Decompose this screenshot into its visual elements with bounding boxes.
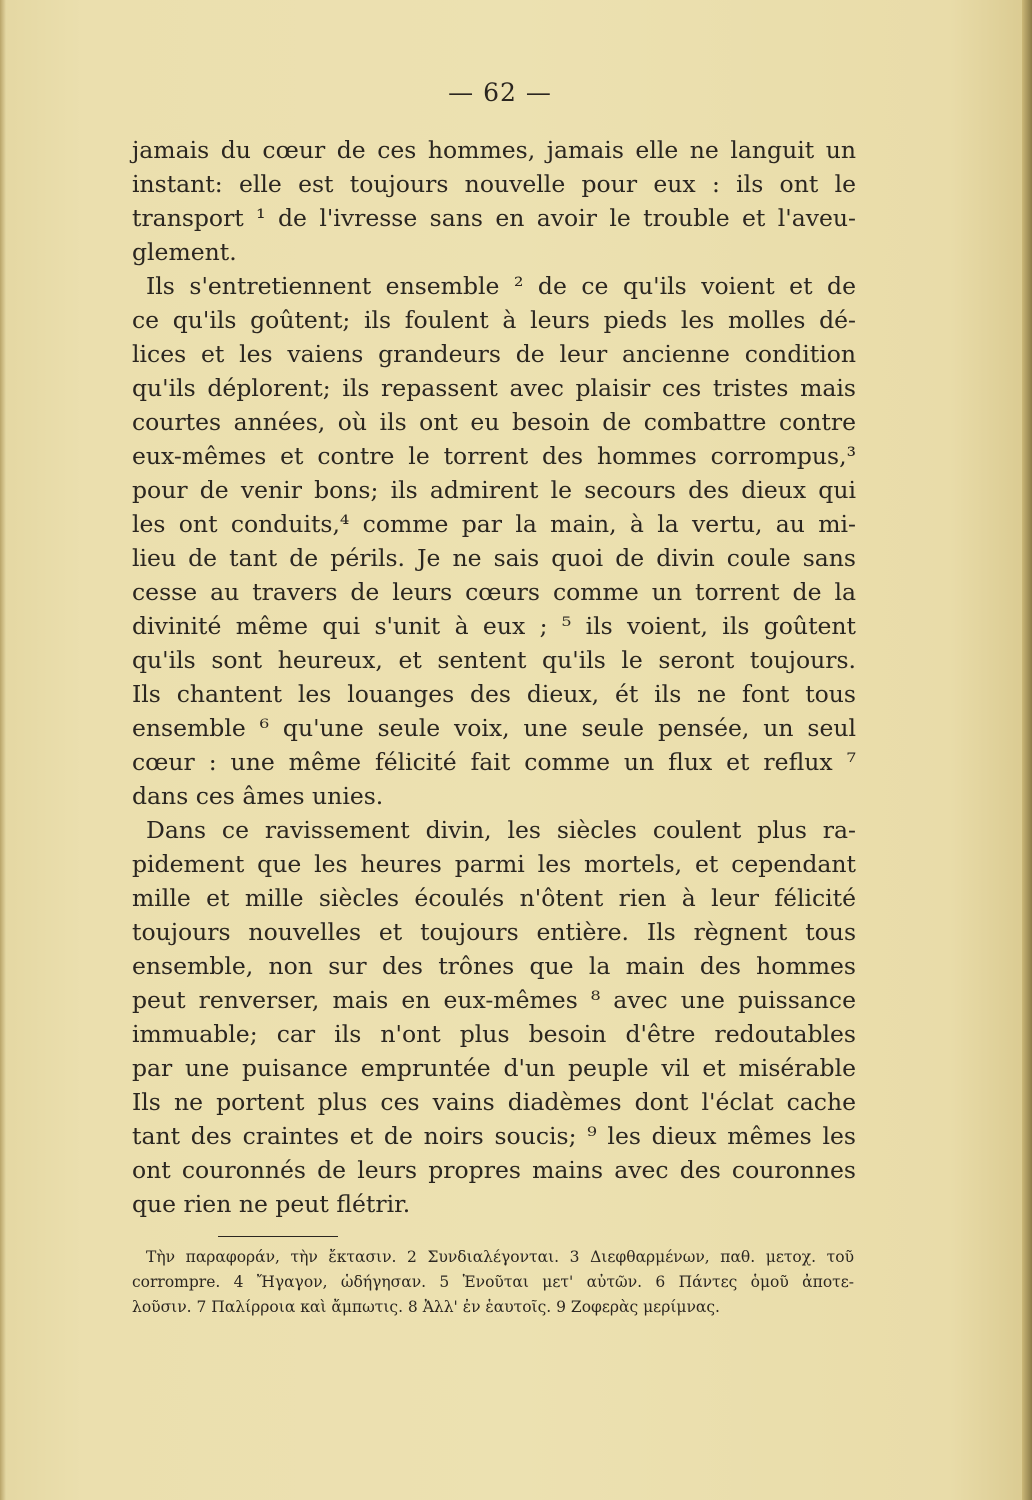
text-line: immuable; car ils n'ont plus besoin d'être redoutables (132, 1020, 856, 1048)
text-line: ce qu'ils goûtent; ils foulent à leurs pieds les molles dé- (132, 306, 856, 334)
text-line: pidement que les heures parmi les mortels, et cependant (132, 850, 856, 878)
text-line: cœur : une même félicité fait comme un flux et reflux ⁷ (132, 748, 856, 776)
text-line: lices et les vaiens grandeurs de leur ancienne condition (132, 340, 856, 368)
text-line: les ont conduits,⁴ comme par la main, à la vertu, au mi- (132, 510, 856, 538)
text-line: tant des craintes et de noirs soucis; ⁹ les dieux mêmes les (132, 1122, 856, 1150)
text-line: ensemble ⁶ qu'une seule voix, une seule pensée, un seul (132, 714, 856, 742)
text-line: instant: elle est toujours nouvelle pour eux : ils ont le (132, 170, 856, 198)
footnotes (132, 1245, 854, 1320)
text-line: ensemble, non sur des trônes que la main des hommes (132, 952, 856, 980)
text-line: cesse au travers de leurs cœurs comme un torrent de la (132, 578, 856, 606)
text-line: Ils chantent les louanges des dieux, ét ils ne font tous (132, 680, 856, 708)
page-number: — 62 — (448, 78, 552, 107)
footnote-line: Τὴν παραφοράν, τὴν ἔκτασιν. 2 Συνδιαλέγονται. 3 Διεφθαρμένων, παθ. μετοχ. τοῦ (146, 1248, 854, 1266)
text-line: divinité même qui s'unit à eux ; ⁵ ils voient, ils goûtent (132, 612, 856, 640)
text-line: transport ¹ de l'ivresse sans en avoir le trouble et l'aveu- (132, 204, 856, 232)
text-line: jamais du cœur de ces hommes, jamais elle ne languit un (132, 136, 856, 164)
text-line: pour de venir bons; ils admirent le secours des dieux qui (132, 476, 856, 504)
text-line: dans ces âmes unies. (132, 782, 384, 810)
body-text (132, 133, 856, 1221)
text-line: lieu de tant de périls. Je ne sais quoi de divin coule sans (132, 544, 856, 572)
page-left-edge (0, 0, 6, 1500)
text-line: Ils s'entretiennent ensemble ² de ce qu'ils voient et de (146, 272, 856, 300)
text-line: Ils ne portent plus ces vains diadèmes dont l'éclat cache (132, 1088, 856, 1116)
text-line: toujours nouvelles et toujours entière. Ils règnent tous (132, 918, 856, 946)
text-line: courtes années, où ils ont eu besoin de combattre contre (132, 408, 856, 436)
footnote-divider (218, 1236, 338, 1237)
text-line: Dans ce ravissement divin, les siècles coulent plus ra- (146, 816, 856, 844)
text-line: qu'ils déplorent; ils repassent avec plaisir ces tristes mais (132, 374, 856, 402)
page-binding-edge (1022, 0, 1032, 1500)
text-line: par une puisance empruntée d'un peuple vil et misérable (132, 1054, 856, 1082)
text-line: peut renverser, mais en eux-mêmes ⁸ avec une puissance (132, 986, 856, 1014)
footnote-line: corrompre. 4 Ἤγαγον, ὡδήγησαν. 5 Ἑνοῦται μετ' αὐτῶν. 6 Πάντες ὁμοῦ ἀποτε- (132, 1273, 854, 1291)
text-line: mille et mille siècles écoulés n'ôtent rien à leur félicité (132, 884, 856, 912)
text-line: que rien ne peut flétrir. (132, 1190, 411, 1218)
text-line: qu'ils sont heureux, et sentent qu'ils le seront toujours. (132, 646, 856, 674)
text-line: ont couronnés de leurs propres mains avec des couronnes (132, 1156, 856, 1184)
footnote-line: λοῦσιν. 7 Παλίρροια καὶ ἄμπωτις. 8 Ἀλλ' ἐν ἑαυτοῖς. 9 Ζοφερὰς μερίμνας. (132, 1298, 720, 1316)
text-line: glement. (132, 238, 237, 266)
text-line: eux-mêmes et contre le torrent des hommes corrompus,³ (132, 442, 856, 470)
